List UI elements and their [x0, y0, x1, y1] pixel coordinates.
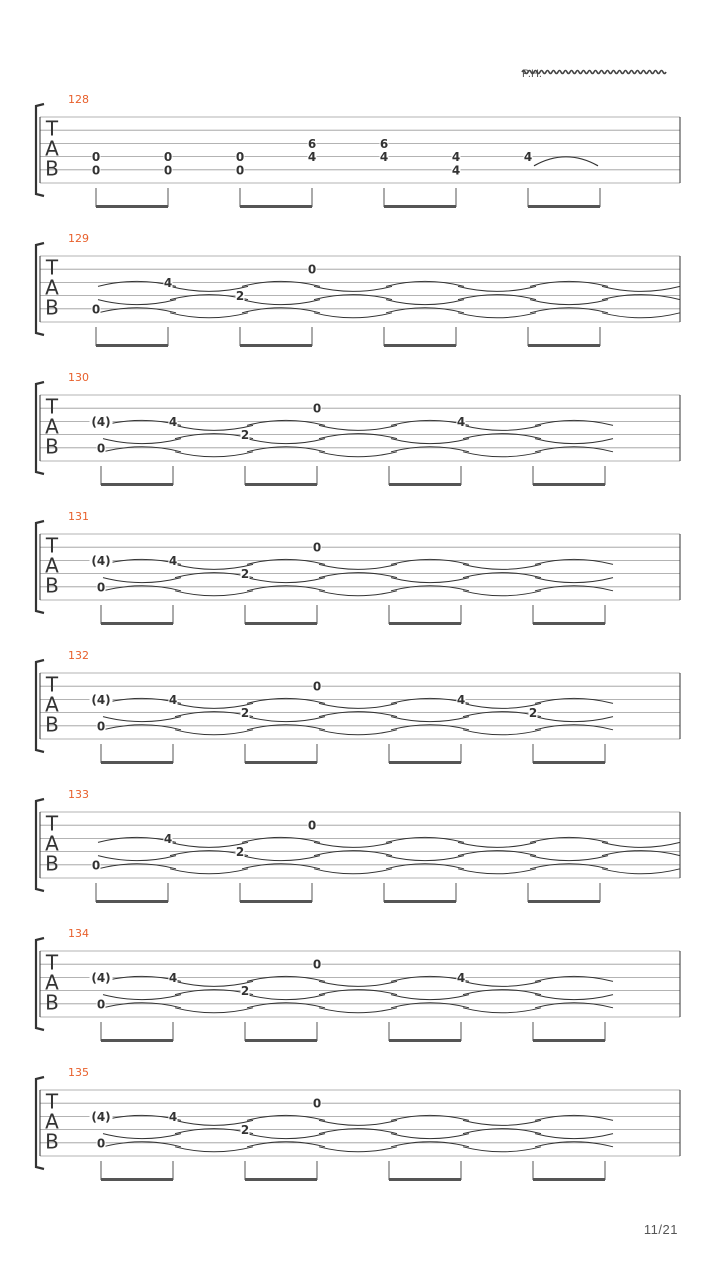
fret-number: 6 [307, 136, 317, 151]
let-ring-tie [319, 425, 397, 430]
let-ring-tie [463, 1008, 541, 1013]
note-beam [101, 622, 173, 625]
tab-clef-b: B [45, 851, 59, 876]
let-ring-tie [314, 286, 392, 291]
fret-number: 0 [312, 1096, 322, 1111]
tab-clef-b: B [45, 712, 59, 737]
let-ring-tie [319, 981, 397, 986]
measure-number: 131 [68, 510, 89, 523]
note-beam [389, 622, 461, 625]
note-beam [245, 1178, 317, 1181]
let-ring-tie [535, 1134, 613, 1139]
let-ring-tie [463, 1147, 541, 1152]
let-ring-tie [391, 439, 469, 444]
note-beam [533, 622, 605, 625]
tab-clef-t: T [45, 950, 59, 975]
let-ring-tie [602, 286, 680, 291]
tab-clef-a: A [45, 414, 59, 439]
tab-clef-a: A [45, 831, 59, 856]
let-ring-tie [319, 1008, 397, 1013]
let-ring-tie [386, 300, 464, 305]
let-ring-tie [103, 578, 181, 583]
note-beam [245, 761, 317, 764]
tab-clef-b: B [45, 1129, 59, 1154]
note-beam [528, 900, 600, 903]
tab-clef-b: B [45, 295, 59, 320]
let-ring-tie [463, 425, 541, 430]
let-ring-tie [319, 452, 397, 457]
fret-number: 4 [456, 414, 466, 429]
note-beam [533, 483, 605, 486]
note-beam [96, 344, 168, 347]
measure-number: 134 [68, 927, 89, 940]
tab-clef-t: T [45, 811, 59, 836]
measure-number: 135 [68, 1066, 89, 1079]
let-ring-tie [247, 717, 325, 722]
let-ring-tie [314, 842, 392, 847]
fret-number: 4 [456, 970, 466, 985]
let-ring-tie [175, 1008, 253, 1013]
tab-clef-t: T [45, 1089, 59, 1114]
let-ring-tie [319, 730, 397, 735]
fret-number: 4 [451, 163, 461, 178]
fret-number: 0 [96, 580, 106, 595]
let-ring-tie [247, 439, 325, 444]
let-ring-tie [319, 1120, 397, 1125]
note-beam [240, 900, 312, 903]
let-ring-tie [458, 313, 536, 318]
note-beam [384, 344, 456, 347]
note-beam [384, 205, 456, 208]
tab-clef-a: A [45, 1109, 59, 1134]
fret-number: 0 [91, 150, 101, 165]
let-ring-tie [535, 995, 613, 1000]
tab-clef-t: T [45, 255, 59, 280]
fret-number: 4 [456, 692, 466, 707]
note-beam [101, 1039, 173, 1042]
let-ring-tie [463, 1120, 541, 1125]
note-beam [533, 1039, 605, 1042]
palm-mute-label: P.H. [522, 68, 542, 80]
tab-clef-b: B [45, 573, 59, 598]
note-beam [389, 483, 461, 486]
let-ring-tie [463, 452, 541, 457]
fret-number: 0 [312, 679, 322, 694]
let-ring-tie [175, 452, 253, 457]
note-beam [389, 1178, 461, 1181]
note-beam [389, 761, 461, 764]
fret-number: 0 [91, 858, 101, 873]
note-beam [533, 1178, 605, 1181]
let-ring-tie [602, 313, 680, 318]
let-ring-tie [535, 578, 613, 583]
let-ring-tie [458, 286, 536, 291]
fret-number: 4 [168, 1109, 178, 1124]
let-ring-tie [535, 717, 613, 722]
let-ring-tie [175, 1147, 253, 1152]
note-beam [245, 1039, 317, 1042]
tab-clef-t: T [45, 394, 59, 419]
let-ring-tie [391, 717, 469, 722]
fret-number: 0 [312, 540, 322, 555]
fret-number: 0 [235, 163, 245, 178]
let-ring-tie [319, 703, 397, 708]
fret-number: 0 [96, 997, 106, 1012]
let-ring-tie [242, 856, 320, 861]
tab-clef-b: B [45, 990, 59, 1015]
let-ring-tie [463, 564, 541, 569]
fret-number: 4 [168, 970, 178, 985]
let-ring-tie [247, 1134, 325, 1139]
fret-number: 4 [163, 275, 173, 290]
fret-number: 2 [528, 706, 538, 721]
fret-number: 0 [307, 262, 317, 277]
let-ring-tie [463, 981, 541, 986]
fret-number: 4 [523, 150, 533, 165]
let-ring-tie [458, 842, 536, 847]
let-ring-tie [602, 869, 680, 874]
let-ring-tie [530, 856, 608, 861]
let-ring-tie [98, 300, 176, 305]
let-ring-tie [319, 591, 397, 596]
fret-number: (4) [91, 553, 111, 568]
fret-number: 0 [307, 818, 317, 833]
let-ring-tie [530, 300, 608, 305]
tab-clef-a: A [45, 692, 59, 717]
let-ring-tie [242, 300, 320, 305]
fret-number: 2 [240, 984, 250, 999]
tab-clef-b: B [45, 156, 59, 181]
fret-number: 4 [163, 831, 173, 846]
let-ring-tie [170, 869, 248, 874]
fret-number: 0 [163, 163, 173, 178]
tab-clef-t: T [45, 533, 59, 558]
note-beam [245, 483, 317, 486]
let-ring-tie [170, 313, 248, 318]
let-ring-tie [319, 564, 397, 569]
fret-number: 0 [312, 401, 322, 416]
tab-clef-t: T [45, 672, 59, 697]
measure-number: 128 [68, 93, 89, 106]
fret-number: 0 [235, 150, 245, 165]
measure-number: 129 [68, 232, 89, 245]
tab-clef-a: A [45, 275, 59, 300]
fret-number: 0 [312, 957, 322, 972]
fret-number: (4) [91, 692, 111, 707]
note-beam [240, 344, 312, 347]
fret-number: 4 [379, 150, 389, 165]
note-beam [384, 900, 456, 903]
fret-number: 0 [91, 163, 101, 178]
measure-number: 132 [68, 649, 89, 662]
tab-clef-a: A [45, 136, 59, 161]
let-ring-tie [463, 591, 541, 596]
let-ring-tie [391, 578, 469, 583]
let-ring-tie [98, 856, 176, 861]
fret-number: (4) [91, 1109, 111, 1124]
fret-number: 2 [235, 289, 245, 304]
let-ring-tie [391, 995, 469, 1000]
note-beam [528, 205, 600, 208]
let-ring-tie [458, 869, 536, 874]
fret-number: 2 [240, 1123, 250, 1138]
fret-number: 0 [91, 302, 101, 317]
measure-number: 130 [68, 371, 89, 384]
fret-number: 2 [240, 706, 250, 721]
fret-number: 0 [96, 441, 106, 456]
note-beam [101, 761, 173, 764]
note-beam [96, 900, 168, 903]
note-beam [528, 344, 600, 347]
let-ring-tie [314, 313, 392, 318]
let-ring-tie [319, 1147, 397, 1152]
let-ring-tie [314, 869, 392, 874]
fret-number: (4) [91, 414, 111, 429]
tab-clef-t: T [45, 116, 59, 141]
let-ring-tie [463, 730, 541, 735]
let-ring-tie [103, 995, 181, 1000]
fret-number: 0 [163, 150, 173, 165]
measure-number: 133 [68, 788, 89, 801]
let-ring-tie [386, 856, 464, 861]
let-ring-tie [103, 439, 181, 444]
page-number: 11/21 [643, 1222, 678, 1237]
let-ring-tie [391, 1134, 469, 1139]
fret-number: 4 [451, 150, 461, 165]
let-ring-tie [602, 842, 680, 847]
let-ring-tie [175, 730, 253, 735]
fret-number: 0 [96, 1136, 106, 1151]
note-beam [240, 205, 312, 208]
let-ring-tie [247, 578, 325, 583]
note-beam [101, 1178, 173, 1181]
tab-clef-a: A [45, 553, 59, 578]
let-ring-tie [175, 591, 253, 596]
fret-number: 2 [240, 428, 250, 443]
fret-number: 2 [240, 567, 250, 582]
note-beam [245, 622, 317, 625]
fret-number: (4) [91, 970, 111, 985]
fret-number: 2 [235, 845, 245, 860]
note-beam [101, 483, 173, 486]
let-ring-tie [103, 717, 181, 722]
let-ring-tie [103, 1134, 181, 1139]
tab-clef-b: B [45, 434, 59, 459]
fret-number: 4 [307, 150, 317, 165]
fret-number: 4 [168, 414, 178, 429]
fret-number: 6 [379, 136, 389, 151]
fret-number: 4 [168, 692, 178, 707]
let-ring-tie [247, 995, 325, 1000]
note-beam [533, 761, 605, 764]
tie-arc [534, 157, 598, 166]
let-ring-tie [535, 439, 613, 444]
tab-clef-a: A [45, 970, 59, 995]
palm-mute-wave [522, 71, 666, 74]
note-beam [96, 205, 168, 208]
note-beam [389, 1039, 461, 1042]
fret-number: 0 [96, 719, 106, 734]
fret-number: 4 [168, 553, 178, 568]
